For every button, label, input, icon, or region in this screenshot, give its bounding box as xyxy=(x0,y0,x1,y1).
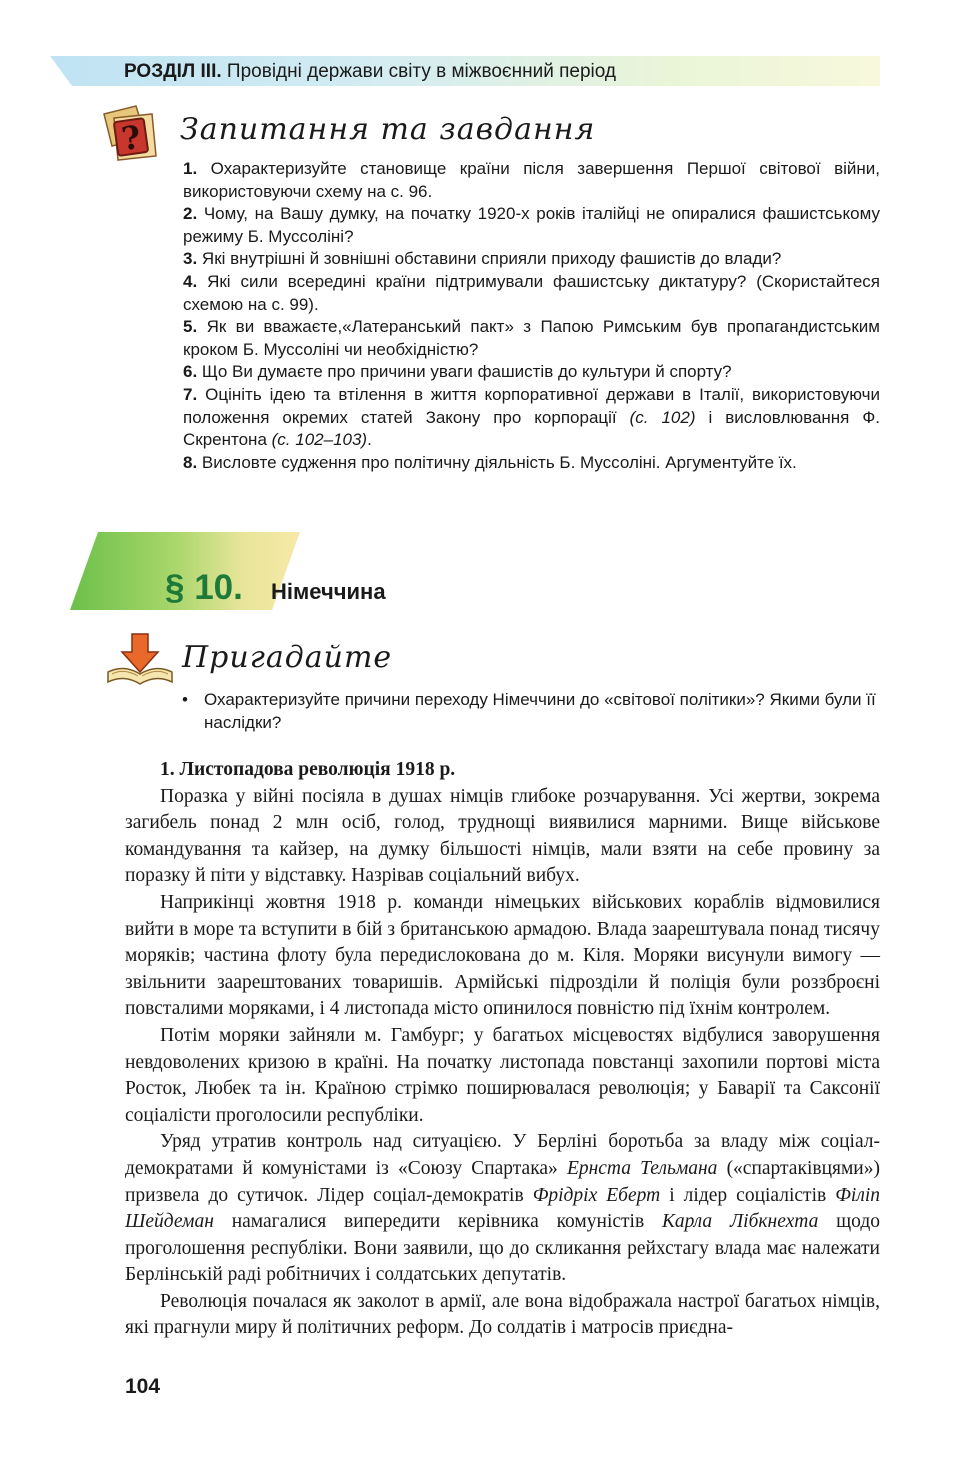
question-item xyxy=(183,316,880,361)
questions-title: Запитання та завдання xyxy=(180,112,596,147)
text-run: («спартаківцями») призвела до сутичок. Лідер соціал-демократів xyxy=(125,1157,880,1206)
question-item xyxy=(183,361,880,384)
svg-text:?: ? xyxy=(119,117,144,159)
question-item xyxy=(183,248,880,271)
question-number: 4. xyxy=(183,271,198,291)
person-name: Карла Лібкнехта xyxy=(661,1211,819,1233)
text-run: намагалися випередити керівника комуністів xyxy=(213,1211,662,1233)
section-title: Провідні держави світу в міжвоєнний період xyxy=(221,61,616,82)
body-paragraph: Революція почалася як заколот в армії, але вона відображала настрої багатьох німців, які прагнули миру й політичних реформ. До солдатів і матросів приєдна- xyxy=(125,1290,880,1339)
question-number: 6. xyxy=(183,362,198,382)
question-number: 1. xyxy=(183,159,198,178)
page-reference: (с. 102–103) xyxy=(271,430,368,450)
question-item xyxy=(183,158,880,203)
question-text: Що Ви думаєте про причини уваги фашистів до культури й спорту? xyxy=(197,362,732,382)
page-number: 104 xyxy=(125,1375,161,1398)
person-name: Фрідріх Еберт xyxy=(532,1184,661,1206)
person-name: Філіп Шейдеман xyxy=(125,1184,880,1233)
question-number: 5. xyxy=(183,317,198,337)
question-text: Охарактеризуйте становище країни після завершення Першої світової війни, використовуючи схему на с. 96. xyxy=(183,159,880,201)
question-item xyxy=(183,271,880,316)
running-header xyxy=(124,60,616,84)
question-number: 7. xyxy=(183,384,198,404)
question-text: Чому, на Вашу думку, на початку 1920-х років італійці не опиралися фашистському режиму Б. Муссоліні? xyxy=(183,204,880,246)
subsection-heading: 1. Листопадова революція 1918 р. xyxy=(160,759,456,780)
section-label: РОЗДІЛ ІІІ. xyxy=(124,61,222,82)
paragraph-number: § 10. xyxy=(165,568,243,607)
text-run: Уряд утратив контроль над ситуацією. У Берліні боротьба за владу між соціал-демократами й комуністами із «Союзу Спартака» xyxy=(125,1131,880,1179)
recall-text: Охарактеризуйте причини переходу Німеччини до «світової політики»? Якими були її наслідки? xyxy=(204,690,876,732)
text-run: щодо проголошення республіки. Вони заявили, що до скликання рейхстагу влада має належати Берлінській раді робітничих і солдатських депутатів. xyxy=(125,1211,880,1286)
recall-title: Пригадайте xyxy=(182,640,393,675)
question-number: 3. xyxy=(183,249,198,269)
body-paragraph: Поразка у війні посіяла в душах німців глибоке розчарування. Усі жертви, зокрема загибель понад 2 млн осіб, голод, труднощі виявилися марними. Вище військове командування та кайзер, на думку більшості німців, мали взяти на себе провину за поразку й піти у відставку. Назрівав соціальний вибух. xyxy=(125,785,880,887)
body-paragraph: Наприкінці жовтня 1918 р. команди німецьких військових кораблів відмовилися вийти в море та вступити в бій з британською армадою. Влада заарештувала понад тисячу моряків; частина флоту була передислокована до м. Кіля. Моряки висунули вимогу — звільнити заарештованих товаришів. Армійські підрозділи й поліція були роззброєні повсталими моряками, і 4 листопада місто опинилося повністю під їхнім контролем. xyxy=(125,891,880,1020)
question-number: 2. xyxy=(183,204,198,224)
question-item xyxy=(183,452,880,475)
text-run: і лідер соціалістів xyxy=(660,1184,836,1206)
question-text: Які сили всередині країни підтримували фашистську диктатуру? (Скористайтеся схемою на с. 99). xyxy=(183,271,880,314)
question-text: Як ви вважаєте,«Латеранський пакт» з Папою Римським був пропагандистським кроком Б. Муссоліні чи необхідністю? xyxy=(183,317,880,359)
questions-list xyxy=(183,158,880,474)
question-text: Висловте судження про політичну діяльність Б. Муссоліні. Аргументуйте їх. xyxy=(197,452,797,472)
question-text: і висловлювання Ф. Скрентона xyxy=(183,407,880,450)
recall-item xyxy=(182,689,882,734)
paragraph-title: Німеччина xyxy=(271,579,386,604)
open-book-arrow-icon xyxy=(104,632,176,690)
body-paragraph xyxy=(125,1129,880,1289)
question-text: Які внутрішні й зовнішні обставини сприяли приходу фашистів до влади? xyxy=(197,249,782,269)
main-text xyxy=(125,757,880,1342)
question-text: . xyxy=(367,430,372,450)
question-number: 8. xyxy=(183,452,198,472)
page-reference: (с. 102) xyxy=(629,407,696,427)
question-item xyxy=(183,384,880,452)
body-paragraph: Потім моряки зайняли м. Гамбург; у багатьох місцевостях відбулися заворушення невдоволених кризою в країні. На початку листопада повстанці захопили портові міста Росток, Любек та ін. Країною стрімко поширювалася революція; у Баварії та Саксонії соціалісти проголосили республіки. xyxy=(125,1024,880,1126)
bullet-marker: • xyxy=(182,690,188,709)
question-text: Оцініть ідею та втілення в життя корпоративної держави в Італії, використовуючи положення окремих статей Закону про корпорації xyxy=(183,384,880,427)
question-item xyxy=(183,203,880,248)
question-mark-icon xyxy=(96,104,162,166)
person-name: Ернста Тельмана xyxy=(566,1157,718,1179)
